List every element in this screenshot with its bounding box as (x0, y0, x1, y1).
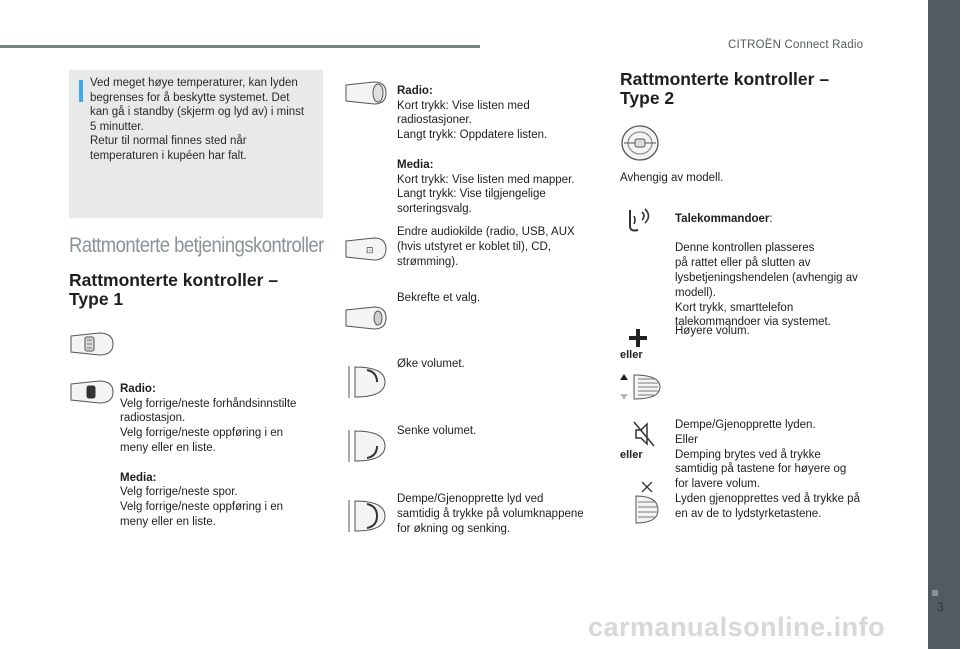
side-tab-bar (928, 0, 960, 649)
page-number: 3 (937, 600, 944, 614)
volume-higher-text: Høyere volum. (675, 325, 750, 337)
middle-radio-label: Radio: (397, 84, 433, 97)
stalk-confirm-icon (344, 305, 388, 331)
type2-heading-line1: Rattmonterte kontroller – (620, 69, 830, 89)
volume-both-stalk-icon (345, 497, 387, 535)
depends-on-model-text: Avhengig av modell. (620, 172, 724, 184)
or-label-1: eller (620, 349, 643, 361)
svg-text:⊡: ⊡ (366, 246, 374, 256)
type1-media-text: Velg forrige/neste spor. Velg forrige/neste oppføring i en meny eller en liste. (120, 486, 284, 528)
middle-radio-text: Kort trykk: Vise listen med radiostasjoner. Langt trykk: Oppdatere listen. (397, 99, 548, 142)
info-note-text: Ved meget høye temperaturer, kan lyden begrenses for å beskytte systemet. Det kan gå i standby (skjerm og lyd av) i minst 5 minutter. Retur til normal finnes sted når temperaturen i kupéen har falt. (90, 77, 305, 162)
mute-restore-text: Dempe/Gjenopprette lyden. Eller Demping brytes ved å trykke samtidig på tastene for høyere og for lavere volum. Lyden gjenopprettes ved å trykke på en av de to lydstyrketastene. (675, 419, 860, 520)
type2-heading-line2: Type 2 (620, 88, 675, 108)
header-rule (0, 45, 480, 48)
middle-media-text: Kort trykk: Vise listen med mapper. Langt trykk: Vise tilgjengelige sorteringsvalg. (397, 173, 575, 216)
volume-down-stalk-icon (345, 427, 387, 465)
wheel-stalk-scroll-icon (69, 378, 115, 406)
mute-both-text: Dempe/Gjenopprette lyd ved samtidig å trykke på volumknappene for økning og senking. (397, 493, 584, 535)
volume-down-text: Senke volumet. (397, 425, 477, 437)
voice-command-colon: : (769, 212, 773, 225)
middle-media-label: Media: (397, 158, 434, 171)
or-label-2: eller (620, 449, 643, 461)
plus-icon (628, 328, 648, 348)
source-text: Endre audiokilde (radio, USB, AUX (hvis utstyret er koblet til), CD, strømming). (397, 226, 575, 268)
stalk-end-button-icon (344, 80, 388, 106)
type1-media-label: Media: (120, 471, 157, 484)
volume-keys-icon (634, 480, 660, 524)
type2-heading (620, 70, 829, 108)
steering-wheel-icon (620, 124, 660, 162)
type1-heading-line1: Rattmonterte kontroller – (69, 270, 279, 290)
section-title: Rattmonterte betjeningskontroller (69, 234, 324, 257)
type1-heading-line2: Type 1 (69, 289, 124, 309)
info-icon (79, 80, 83, 102)
voice-command-icon (624, 206, 654, 234)
brand-header: CITROËN Connect Radio (728, 39, 864, 51)
type1-heading (69, 271, 278, 309)
type1-radio-text: Velg forrige/neste forhåndsinnstilte radiostasjon. Velg forrige/neste oppføring i en meny eller en liste. (120, 397, 297, 454)
voice-command-label: Talekommandoer (675, 212, 770, 225)
voice-command-text: Denne kontrollen plasseres på rattet eller på slutten av lysbetjeningshendelen (avhengig av modell). Kort trykk, smarttelefon talekommandoer via systemet. (675, 242, 858, 329)
voice-command-block (675, 197, 890, 345)
type1-description (120, 367, 320, 545)
page-marker (932, 590, 938, 596)
volume-up-stalk-icon (345, 363, 387, 401)
volume-up-down-icon (620, 372, 664, 402)
type1-radio-label: Radio: (120, 382, 156, 395)
stalk-source-icon (344, 236, 388, 262)
mute-icon (632, 420, 656, 448)
confirm-text: Bekrefte et valg. (397, 292, 481, 304)
middle-radio-media (397, 69, 602, 232)
volume-up-text: Øke volumet. (397, 358, 465, 370)
wheel-stalk-icon (69, 330, 115, 358)
watermark: carmanualsonline.info (588, 612, 886, 642)
